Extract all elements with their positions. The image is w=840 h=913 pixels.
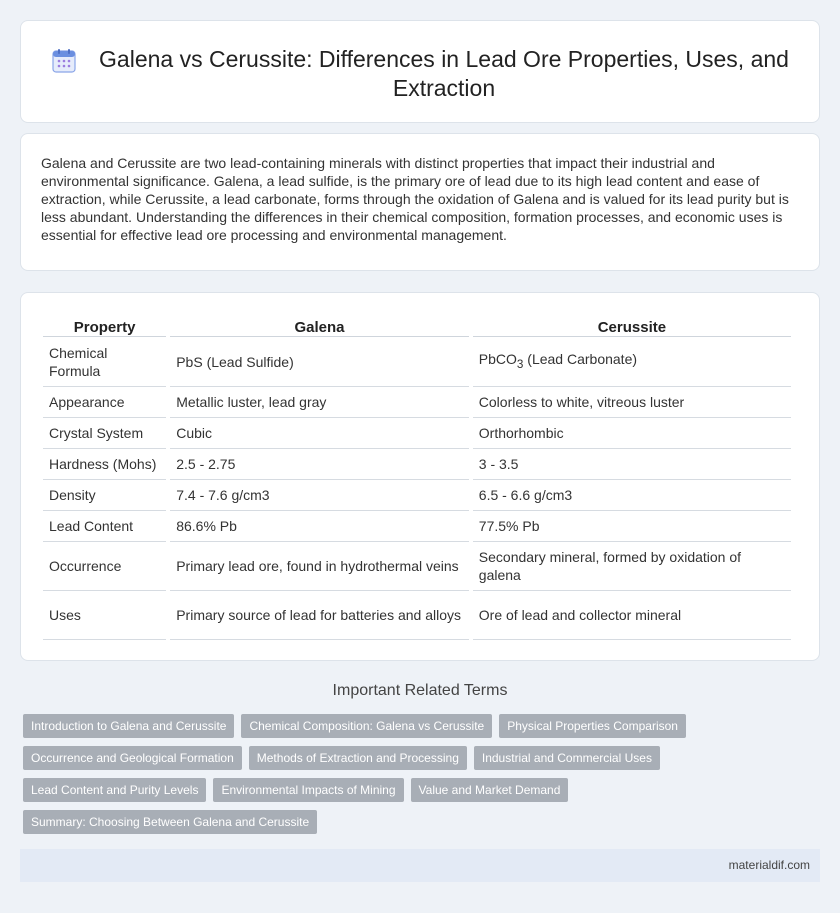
table-row xyxy=(43,449,791,480)
table-cell: Cubic xyxy=(170,418,469,449)
related-term-tag[interactable]: Value and Market Demand xyxy=(411,778,569,802)
table-cell: Primary lead ore, found in hydrothermal veins xyxy=(170,542,469,591)
table-cell: Orthorhombic xyxy=(473,418,791,449)
table-row xyxy=(43,387,791,418)
related-term-tag[interactable]: Environmental Impacts of Mining xyxy=(213,778,403,802)
related-terms-list xyxy=(23,714,823,842)
table-row xyxy=(43,542,791,591)
related-term-tag[interactable]: Physical Properties Comparison xyxy=(499,714,686,738)
related-term-tag[interactable]: Introduction to Galena and Cerussite xyxy=(23,714,234,738)
comparison-table xyxy=(39,313,795,640)
table-row xyxy=(43,591,791,640)
table-cell: Hardness (Mohs) xyxy=(43,449,166,480)
table-cell: 77.5% Pb xyxy=(473,511,791,542)
table-cell: 2.5 - 2.75 xyxy=(170,449,469,480)
table-cell: Colorless to white, vitreous luster xyxy=(473,387,791,418)
tag-row xyxy=(23,778,823,802)
formula-subscript: 3 xyxy=(516,357,524,371)
table-cell: Metallic luster, lead gray xyxy=(170,387,469,418)
related-term-tag[interactable]: Occurrence and Geological Formation xyxy=(23,746,242,770)
table-row xyxy=(43,480,791,511)
formula-text: PbCO xyxy=(478,350,517,367)
intro-paragraph: Galena and Cerussite are two lead-containing minerals with distinct properties that impact their industrial and environmental significance. Galena, a lead sulfide, is the primary ore of lead due to its high lead content and ease of extraction, while Cerussite, a lead carbonate, forms through the oxidation of Galena and is valued for its lead purity but is less abundant. Understanding the differences in their chemical composition, formation processes, and economic uses is essential for effective lead ore processing and environmental management. xyxy=(41,155,789,243)
calendar-icon xyxy=(51,48,77,74)
related-term-tag[interactable]: Lead Content and Purity Levels xyxy=(23,778,206,802)
footer xyxy=(20,849,820,882)
tag-row xyxy=(23,746,823,770)
table-cell: Secondary mineral, formed by oxidation of galena xyxy=(473,542,791,591)
table-cell: Crystal System xyxy=(43,418,166,449)
related-term-tag[interactable]: Methods of Extraction and Processing xyxy=(249,746,467,770)
table-cell: Chemical Formula xyxy=(43,337,166,387)
column-header: Property xyxy=(43,313,166,337)
table-header-row xyxy=(43,313,791,337)
page-title: Galena vs Cerussite: Differences in Lead Ore Properties, Uses, and Extraction xyxy=(99,46,789,101)
table-cell: 3 - 3.5 xyxy=(473,449,791,480)
header-card xyxy=(20,20,820,123)
table-row xyxy=(43,418,791,449)
table-cell: Density xyxy=(43,480,166,511)
tag-row xyxy=(23,714,823,738)
related-term-tag[interactable]: Industrial and Commercial Uses xyxy=(474,746,660,770)
related-term-tag[interactable]: Summary: Choosing Between Galena and Cerussite xyxy=(23,810,317,834)
table-cell: Appearance xyxy=(43,387,166,418)
column-header: Galena xyxy=(170,313,469,337)
table-cell: Lead Content xyxy=(43,511,166,542)
table-cell: 7.4 - 7.6 g/cm3 xyxy=(170,480,469,511)
table-cell: 86.6% Pb xyxy=(170,511,469,542)
comparison-table-card xyxy=(20,292,820,661)
column-header: Cerussite xyxy=(473,313,791,337)
table-cell: Occurrence xyxy=(43,542,166,591)
intro-card xyxy=(20,133,820,271)
related-term-tag[interactable]: Chemical Composition: Galena vs Cerussite xyxy=(241,714,492,738)
table-cell: PbS (Lead Sulfide) xyxy=(170,337,469,387)
table-row xyxy=(43,511,791,542)
table-cell: Ore of lead and collector mineral xyxy=(473,591,791,640)
table-cell: Uses xyxy=(43,591,166,640)
table-row xyxy=(43,337,791,387)
related-terms-heading: Important Related Terms xyxy=(332,682,508,699)
table-cell xyxy=(473,337,791,387)
tag-row xyxy=(23,810,823,834)
table-cell: Primary source of lead for batteries and alloys xyxy=(170,591,469,640)
footer-site-link[interactable]: materialdif.com xyxy=(728,858,810,872)
table-cell: 6.5 - 6.6 g/cm3 xyxy=(473,480,791,511)
formula-suffix: (Lead Carbonate) xyxy=(523,350,638,367)
